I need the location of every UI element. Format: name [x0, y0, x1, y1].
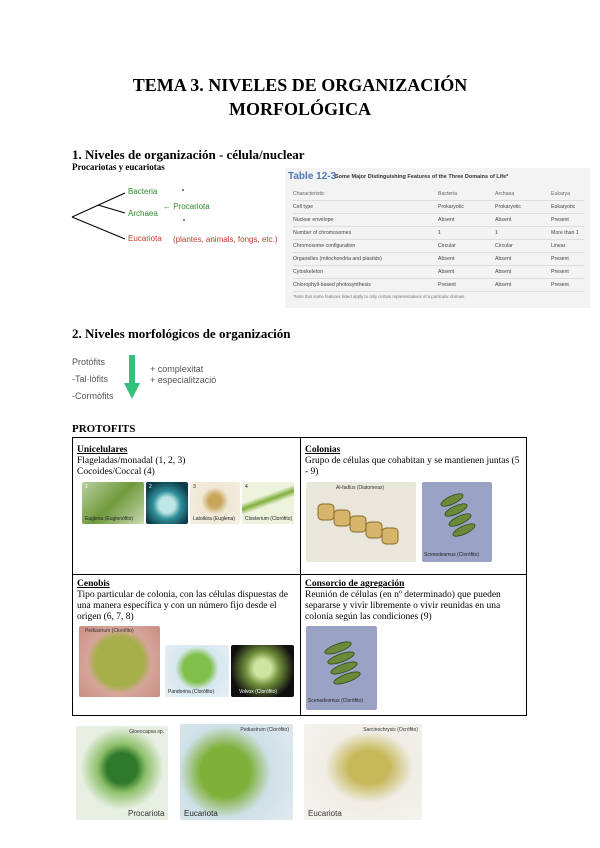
tree-procariota-label: Procariota: [173, 202, 210, 211]
img-caption: Sarcinochrysis (Ocrófito): [363, 727, 418, 733]
scenedesmus-image: [422, 482, 492, 562]
cell: Prokaryotic: [438, 204, 464, 210]
img-label: Latoikira (Euglena): [193, 516, 235, 522]
diatom-colony-image: [306, 482, 416, 562]
unicelulares-line-1: Flageladas/monadal (1, 2, 3): [77, 456, 186, 466]
img-number: 1: [85, 484, 88, 490]
colonias-title: Colonias: [305, 445, 341, 455]
pediastrum-colony-image: [180, 724, 293, 820]
consorcio-title: Consorcio de agregación: [305, 579, 405, 589]
cell: Nuclear envelope: [293, 217, 334, 223]
levels-list: [72, 354, 114, 405]
th-eukarya: Eukarya: [551, 191, 571, 197]
note-especialitzacio: + especialització: [150, 375, 217, 385]
table-header-row: [293, 188, 584, 201]
img-number: 4: [245, 484, 248, 490]
gloeocapsa-image: [76, 726, 168, 820]
cell-unicelulares: [77, 445, 297, 478]
complexity-notes: [150, 364, 216, 386]
img-caption: Gloeocapsa sp.: [129, 729, 164, 735]
th-characteristic: Characteristic: [293, 191, 325, 197]
img-label-eucariota-2: Eucariota: [308, 809, 342, 818]
table-row: [293, 240, 584, 253]
cell: Number of chromosomes: [293, 230, 352, 236]
cell: Absent: [495, 217, 512, 223]
title-line-1: TEMA 3. NIVELES DE ORGANIZACIÓN: [132, 75, 468, 95]
cell: Present: [438, 282, 456, 288]
table-row: [293, 253, 584, 266]
cell: Present: [551, 217, 569, 223]
note-complexitat: + complexitat: [150, 364, 204, 374]
page-title: [0, 73, 600, 121]
cell: Cytoskeleton: [293, 269, 323, 275]
sarcinochrysis-image: [304, 724, 422, 820]
cell: 1: [495, 230, 498, 236]
cell: Organelles (mitochondria and plastids): [293, 256, 382, 262]
table-divider-horizontal: [72, 574, 526, 575]
tree-examples: (plantes, animals, fongs, etc.): [173, 235, 278, 244]
closterium-image: [242, 482, 294, 524]
cell: Chromosome configuration: [293, 243, 356, 249]
table-caption: Some Major Distinguishing Features of the Three Domains of Life*: [335, 174, 509, 180]
scenedesmus-consortium-image: [306, 626, 377, 710]
level-talofits: -Tal·lòfits: [72, 374, 109, 384]
table-row: [293, 214, 584, 227]
level-cormofits: -Cormòfits: [72, 391, 114, 401]
img-caption: Pediastrum (Clorófito): [240, 727, 289, 733]
cell: Absent: [438, 256, 455, 262]
cell-colonias: [305, 445, 520, 478]
title-line-2: MORFOLÓGICA: [229, 99, 371, 119]
cell: Circular: [495, 243, 513, 249]
unicelulares-title: Unicelulares: [77, 445, 128, 455]
cell: Cell type: [293, 204, 314, 210]
img-label-procariota: Procariota: [128, 809, 165, 818]
cell: Circular: [438, 243, 456, 249]
img-number: 2: [149, 484, 152, 490]
table-number: Table 12-3: [288, 171, 337, 182]
th-archaea: Archaea: [495, 191, 515, 197]
consorcio-text: Reunión de células (en nº determinado) que pueden separarse y vivir libremente o vivir reunidas en una colonia según las condiciones (9): [305, 590, 501, 622]
img-label: Volvox (Clorófito): [239, 689, 278, 695]
img-label: Scenedesmus (Clorófito): [424, 552, 480, 558]
table-row: [293, 227, 584, 240]
table-footnote: *Note that some features listed apply to only certain representatives of a particular domain.: [293, 294, 466, 299]
table-row: [293, 279, 584, 292]
cenobis-text: Tipo particular de colonia, con las células dispuestas de una manera específica y con un número fijo desde el origen (6, 7, 8): [77, 590, 288, 622]
th-bacteria: Bacteria: [438, 191, 458, 197]
img-number: 3: [193, 484, 196, 490]
protofits-heading: PROTOFITS: [72, 423, 136, 435]
img-label: Euglena (Euglenófito): [85, 516, 134, 522]
diatom-chain: [306, 482, 416, 562]
cell: Absent: [495, 269, 512, 275]
cell-cenobis: [77, 579, 297, 623]
cell: Present: [551, 256, 569, 262]
cell: Present: [551, 269, 569, 275]
img-label: Pediastrum (Clorófito): [85, 628, 134, 634]
tree-lines: [70, 185, 280, 255]
cell: Present: [551, 282, 569, 288]
latoikira-image: [190, 482, 240, 524]
flagellate-image: [146, 482, 188, 524]
img-label: Closterium (Clorófito): [245, 516, 293, 522]
cell: Chlorophyll-based photosynthesis: [293, 282, 371, 288]
tree-archaea: Archaea: [128, 209, 158, 218]
cell-consorcio: [305, 579, 520, 623]
img-label-eucariota: Eucariota: [184, 809, 218, 818]
cell: Prokaryotic: [495, 204, 521, 210]
cell: Absent: [438, 269, 455, 275]
table-row: [293, 201, 584, 214]
section2-heading: 2. Niveles morfológicos de organización: [72, 326, 291, 341]
cell: Linear: [551, 243, 566, 249]
section1-heading: 1. Niveles de organización - célula/nuclear: [72, 147, 305, 162]
scenedesmus-cells: [422, 482, 492, 562]
volvox-image: [231, 645, 294, 697]
phylogeny-tree: [70, 185, 280, 255]
unicelulares-line-2: Cocoides/Coccal (4): [77, 467, 155, 477]
cell: More than 1: [551, 230, 579, 236]
tree-procariota: ← Procariota: [163, 202, 210, 211]
domains-table: [285, 168, 590, 308]
cell: Absent: [438, 217, 455, 223]
section1-subheading: Procariotas y eucariotas: [72, 162, 165, 172]
pediastrum-image: [79, 626, 160, 697]
table-row: [293, 266, 584, 279]
tree-eucariota: Eucariota: [128, 234, 162, 243]
euglena-image: [82, 482, 144, 524]
cenobis-title: Cenobis: [77, 579, 110, 589]
level-protofits: Protófits: [72, 357, 106, 367]
cell: 1: [438, 230, 441, 236]
cell: Absent: [495, 282, 512, 288]
table-divider-vertical: [300, 437, 301, 715]
img-label: Scenedesmus (Clorófito): [308, 698, 364, 704]
img-label: Al-fadlus (Diatomeas): [336, 485, 385, 491]
pandorina-image: [165, 645, 229, 697]
cell: Eukaryotic: [551, 204, 576, 210]
colonias-text: Grupo de células que cohabitan y se mantienen juntas (5 - 9): [305, 456, 520, 477]
down-arrow-icon: [124, 355, 140, 399]
img-label: Pandorina (Clorófito): [168, 689, 215, 695]
tree-bacteria: Bacteria: [128, 187, 158, 196]
cell: Absent: [495, 256, 512, 262]
